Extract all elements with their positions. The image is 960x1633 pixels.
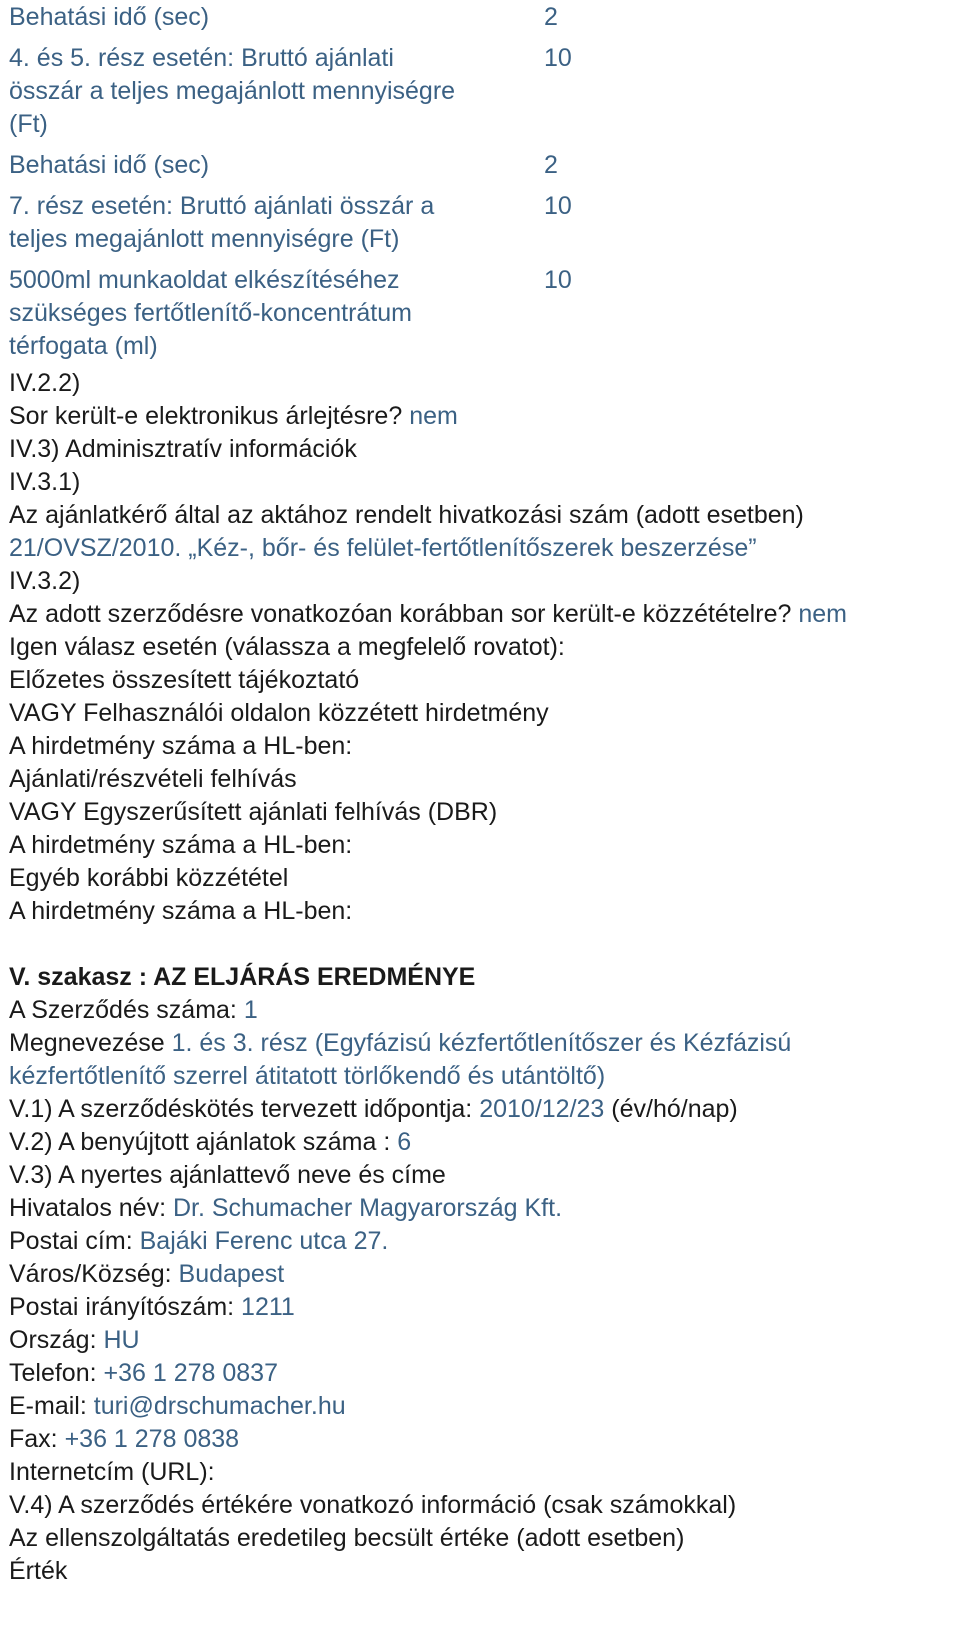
- criterion-label: 5000ml munkaoldat elkészítéséhez: [9, 266, 400, 294]
- contract-date-line: [9, 1092, 738, 1126]
- contract-date: 2010/12/23: [479, 1095, 605, 1123]
- field-label: Ország:: [9, 1326, 97, 1354]
- winner-field: [9, 1191, 562, 1225]
- field-label: Telefon:: [9, 1359, 97, 1387]
- criterion-label: 7. rész esetén: Bruttó ajánlati összár a: [9, 192, 435, 220]
- question-text: Sor került-e elektronikus árlejtésre?: [9, 402, 403, 430]
- criterion-weight: 10: [544, 192, 572, 220]
- text-line: VAGY Egyszerűsített ajánlati felhívás (DBR): [9, 798, 498, 826]
- section-code: IV.3.1): [9, 468, 81, 496]
- criterion-label: összár a teljes megajánlott mennyiségre: [9, 77, 456, 105]
- field-label: V.2) A benyújtott ajánlatok száma :: [9, 1128, 391, 1156]
- section-code: IV.2.2): [9, 369, 81, 397]
- field-label: Postai cím:: [9, 1227, 133, 1255]
- estimated-value-label: Az ellenszolgáltatás eredetileg becsült értéke (adott esetben): [9, 1524, 685, 1552]
- winner-field: [9, 1224, 388, 1258]
- fax: +36 1 278 0838: [64, 1425, 240, 1453]
- city: Budapest: [178, 1260, 285, 1288]
- criterion-label: teljes megajánlott mennyiségre (Ft): [9, 225, 400, 253]
- field-label: Megnevezése: [9, 1029, 165, 1057]
- reference-number: 21/OVSZ/2010. „Kéz-, bőr- és felület-fertőtlenítőszerek beszerzése”: [9, 534, 757, 562]
- contract-value-heading: V.4) A szerződés értékére vonatkozó információ (csak számokkal): [9, 1491, 737, 1519]
- official-name: Dr. Schumacher Magyarország Kft.: [172, 1194, 563, 1222]
- winner-field: [9, 1422, 239, 1456]
- country: HU: [103, 1326, 140, 1354]
- question-line: [9, 597, 847, 631]
- text-line: Ajánlati/részvételi felhívás: [9, 765, 297, 793]
- contract-number: 1: [243, 996, 258, 1024]
- field-label: Az ajánlatkérő által az aktához rendelt hivatkozási szám (adott esetben): [9, 501, 804, 529]
- criterion-label: Behatási idő (sec): [9, 3, 210, 31]
- contract-name: 1. és 3. rész (Egyfázisú kézfertőtlenítőszer és Kézfázisú: [171, 1029, 792, 1057]
- criterion-weight: 10: [544, 266, 572, 294]
- winner-heading: V.3) A nyertes ajánlattevő neve és címe: [9, 1161, 446, 1189]
- winner-field: [9, 1356, 278, 1390]
- field-label: Internetcím (URL):: [9, 1458, 215, 1486]
- contract-name-line: [9, 1026, 791, 1060]
- winner-field: [9, 1257, 284, 1291]
- section-heading: IV.3) Adminisztratív információk: [9, 435, 357, 463]
- winner-field: [9, 1455, 215, 1489]
- winner-field: [9, 1290, 295, 1324]
- postal-address: Bajáki Ferenc utca 27.: [139, 1227, 389, 1255]
- field-label: V.1) A szerződéskötés tervezett időpontja:: [9, 1095, 473, 1123]
- winner-field: [9, 1389, 346, 1423]
- text-line: A hirdetmény száma a HL-ben:: [9, 897, 353, 925]
- contract-number-line: [9, 993, 258, 1027]
- winner-field: [9, 1323, 140, 1357]
- text-line: VAGY Felhasználói oldalon közzétett hirdetmény: [9, 699, 549, 727]
- criterion-label: (Ft): [9, 110, 48, 138]
- field-label: Postai irányítószám:: [9, 1293, 235, 1321]
- criterion-label: 4. és 5. rész esetén: Bruttó ajánlati: [9, 44, 394, 72]
- field-label: Fax:: [9, 1425, 58, 1453]
- answer-value: nem: [409, 402, 458, 430]
- date-format: (év/hó/nap): [611, 1095, 738, 1123]
- text-line: A hirdetmény száma a HL-ben:: [9, 831, 353, 859]
- field-label: E-mail:: [9, 1392, 87, 1420]
- phone: +36 1 278 0837: [103, 1359, 278, 1387]
- offers-count: 6: [397, 1128, 412, 1156]
- field-label: A Szerződés száma:: [9, 996, 237, 1024]
- question-line: [9, 399, 458, 433]
- criterion-weight: 2: [544, 151, 558, 179]
- email: turi@drschumacher.hu: [93, 1392, 346, 1420]
- criterion-weight: 10: [544, 44, 572, 72]
- criterion-weight: 2: [544, 3, 558, 31]
- answer-value: nem: [798, 600, 847, 628]
- text-line: Előzetes összesített tájékoztató: [9, 666, 360, 694]
- criterion-label: Behatási idő (sec): [9, 151, 210, 179]
- text-line: A hirdetmény száma a HL-ben:: [9, 732, 353, 760]
- field-label: Város/Község:: [9, 1260, 172, 1288]
- postal-code: 1211: [241, 1293, 295, 1321]
- criterion-label: szükséges fertőtlenítő-koncentrátum: [9, 299, 412, 327]
- criterion-label: térfogata (ml): [9, 332, 158, 360]
- text-line: Igen válasz esetén (válassza a megfelelő rovatot):: [9, 633, 565, 661]
- offers-count-line: [9, 1125, 411, 1159]
- question-text: Az adott szerződésre vonatkozóan korábban sor került-e közzétételre?: [9, 600, 792, 628]
- contract-name-cont: kézfertőtlenítő szerrel átitatott törlőkendő és utántöltő): [9, 1062, 606, 1090]
- text-line: Egyéb korábbi közzététel: [9, 864, 289, 892]
- section-code: IV.3.2): [9, 567, 81, 595]
- field-label: Hivatalos név:: [9, 1194, 167, 1222]
- section-title: V. szakasz : AZ ELJÁRÁS EREDMÉNYE: [9, 963, 476, 991]
- value-label: Érték: [9, 1557, 68, 1585]
